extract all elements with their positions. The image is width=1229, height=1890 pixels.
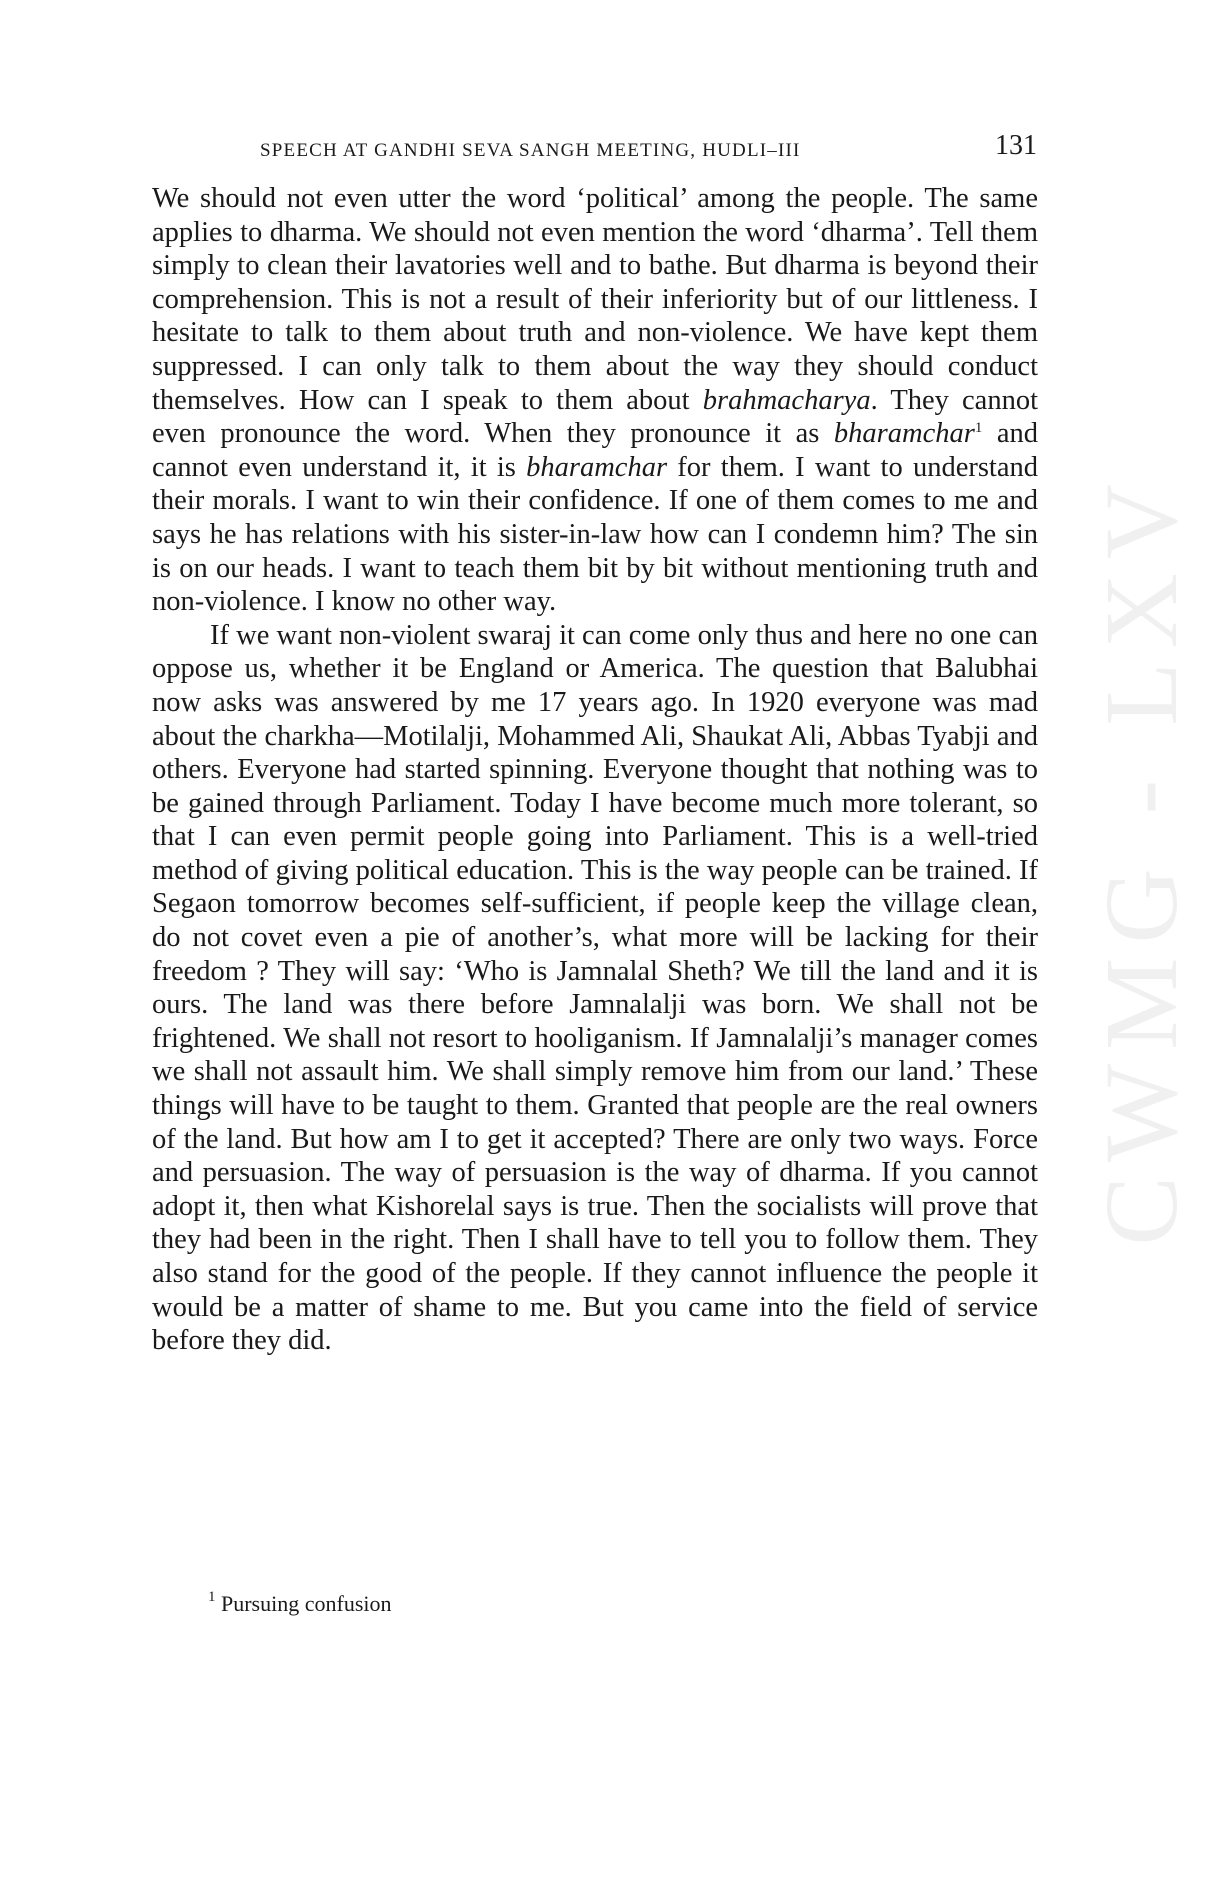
footnote bbox=[208, 1591, 392, 1617]
paragraph-2 bbox=[152, 619, 1038, 1358]
text-run: for them. I want to understand their morals. I want to win their confidence. If one of them comes to me and says he has relations with his sister-in-law how can I condemn him? The sin is on our heads. I want to teach them bit by bit without mentioning truth and non-violence. I know no other way. bbox=[152, 451, 1038, 618]
main-text bbox=[152, 182, 1038, 1358]
footnote-text: Pursuing confusion bbox=[221, 1591, 392, 1616]
italic-term: brahmacharya bbox=[702, 384, 871, 416]
header-title: SPEECH AT GANDHI SEVA SANGH MEETING, HUDLI–III bbox=[260, 140, 801, 161]
page-number: 131 bbox=[995, 130, 1037, 161]
running-header bbox=[152, 130, 1037, 170]
footnote-marker: 1 bbox=[208, 1589, 216, 1605]
watermark-text: CWMG - LXV bbox=[1084, 470, 1199, 1246]
italic-term: bharamchar bbox=[526, 451, 668, 483]
text-run: We should not even utter the word ‘political’ among the people. The same applies to dharma. We should not even mention the word ‘dharma’. Tell them simply to clean their lavatories well and to bathe. But dharma is beyond their comprehension. This is not a result of their inferiority but of our littleness. I hesitate to talk to them about truth and non-violence. We have kept them suppressed. I can only talk to them about the way they should conduct themselves. How can I speak to them about bbox=[152, 183, 1038, 416]
italic-term: bharamchar bbox=[833, 418, 975, 450]
text-run: If we want non-violent swaraj it can come only thus and here no one can oppose us, whether it be England or America. The question that Balubhai now asks was answered by me 17 years ago. In 1920 everyone was mad about the charkha—Motilalji, Mohammed Ali, Shaukat Ali, Abbas Tyabji and others. Everyone had started spinning. Everyone thought that nothing was to be gained through Parliament. Today I have become much more tolerant, so that I can even permit people going into Parliament. This is a well-tried method of giving political education. This is the way people can be trained. If Segaon tomorrow becomes self-sufficient, if people keep the village clean, do not covet even a pie of another’s, what more will be lacking for their freedom ? They will say: ‘Who is Jamnalal Sheth? We till the land and it is ours. The land was there before Jamnalalji was born. We shall not be frightened. We shall not resort to hooliganism. If Jamnalalji’s manager comes we shall not assault him. We shall simply remove him from our land.’ These things will have to be taught to them. Granted that people are the real owners of the land. But how am I to get it accepted? There are only two ways. Force and persuasion. The way of persuasion is the way of dharma. If you cannot adopt it, then what Kishorelal says is true. Then the socialists will prove that they had been in the right. Then I shall have to tell you to follow them. They also stand for the good of the people. If they cannot influence the people it would be a matter of shame to me. But you came into the field of service before they did. bbox=[152, 619, 1038, 1357]
watermark bbox=[1030, 470, 1199, 1430]
paragraph-1 bbox=[152, 182, 1038, 619]
footnote-ref: 1 bbox=[974, 420, 983, 437]
text-run: . They cannot even pronounce the word. When they pronounce it as bbox=[152, 384, 1039, 450]
text-run: and cannot even understand it, it is bbox=[152, 418, 1038, 483]
